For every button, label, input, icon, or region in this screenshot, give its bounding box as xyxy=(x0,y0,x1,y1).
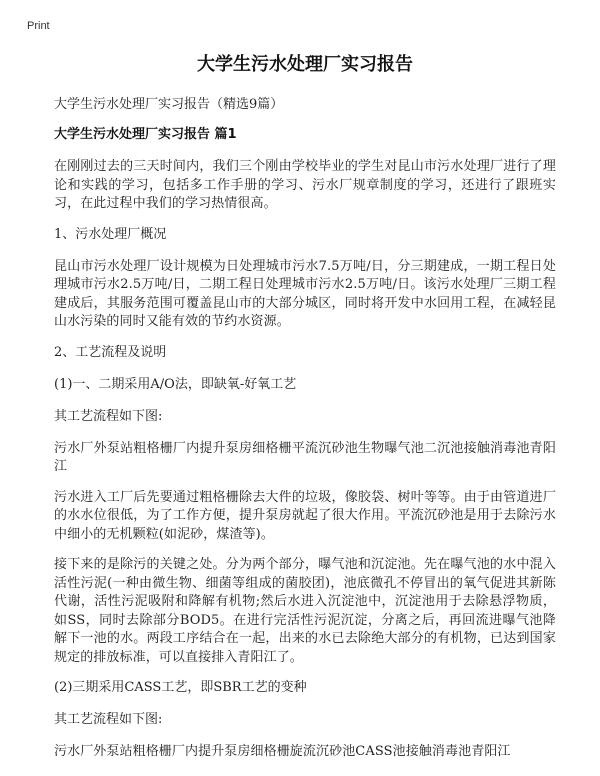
page-title: 大学生污水处理厂实习报告 xyxy=(197,54,413,75)
paragraph-pretreatment: 污水进入工厂后先要通过粗格栅除去大件的垃圾，像胶袋、树叶等等。由于由管道进厂的水水位很低，为了工作方便，提升泵房就起了很大作用。平流沉砂池是用于去除污水中细小的无机颗粒(如泥砂，煤渣等)。 xyxy=(54,489,556,542)
print-link[interactable]: Print xyxy=(27,20,50,32)
document-body xyxy=(54,52,556,774)
flow-description-1: 污水厂外泵站粗格栅厂内提升泵房细格栅平流沉砂池生物曝气池二沉池接触消毒池青阳江 xyxy=(54,440,556,474)
heading-overview: 1、污水处理厂概况 xyxy=(54,226,167,242)
flow-label-1: 其工艺流程如下图: xyxy=(54,408,163,424)
heading-ao-process: (1)一、二期采用A/O法，即缺氧-好氧工艺 xyxy=(54,376,297,392)
paragraph-aeration: 接下来的是除污的关键之处。分为两个部分，曝气池和沉淀池。先在曝气池的水中混入活性污泥(一种由微生物、细菌等组成的菌胶团)，池底微孔不停冒出的氧气促进其新陈代谢，活性污泥吸附和降解有机物;然后水进入沉淀池中，沉淀池用于去除悬浮物质，如SS，同时去除部分BOD5。在进行完活性污泥沉淀，分离之后，再回流进曝气池降解下一池的水。两段工序结合在一起，出来的水已去除绝大部分的有机物，已达到国家规定的排放标准，可以直接排入青阳江了。 xyxy=(54,557,556,665)
paragraph-intro: 在刚刚过去的三天时间内，我们三个刚由学校毕业的学生对昆山市污水处理厂进行了理论和实践的学习，包括多工作手册的学习、污水厂规章制度的学习，还进行了跟班实习，在此过程中我们的学习热情很高。 xyxy=(54,159,556,211)
heading-cass-process: (2)三期采用CASS工艺，即SBR工艺的变种 xyxy=(54,680,307,695)
flow-description-2: 污水厂外泵站粗格栅厂内提升泵房细格栅旋流沉砂池CASS池接触消毒池青阳江 xyxy=(54,744,511,759)
paragraph-overview: 昆山市污水处理厂设计规模为日处理城市污水7.5万吨/日，分三期建成，一期工程日处理城市污水2.5万吨/日，二期工程日处理城市污水2.5万吨/日。该污水处理厂三期工程建成后，其服务范围可覆盖昆山市的大部分城区，同时将开发中水回用工程，在减轻昆山水污染的同时又能有效的节约水资源。 xyxy=(54,258,556,329)
document-subtitle: 大学生污水处理厂实习报告（精选9篇） xyxy=(54,97,284,112)
section-heading: 大学生污水处理厂实习报告 篇1 xyxy=(54,127,237,142)
flow-label-2: 其工艺流程如下图: xyxy=(54,712,163,727)
heading-process: 2、工艺流程及说明 xyxy=(54,344,167,360)
